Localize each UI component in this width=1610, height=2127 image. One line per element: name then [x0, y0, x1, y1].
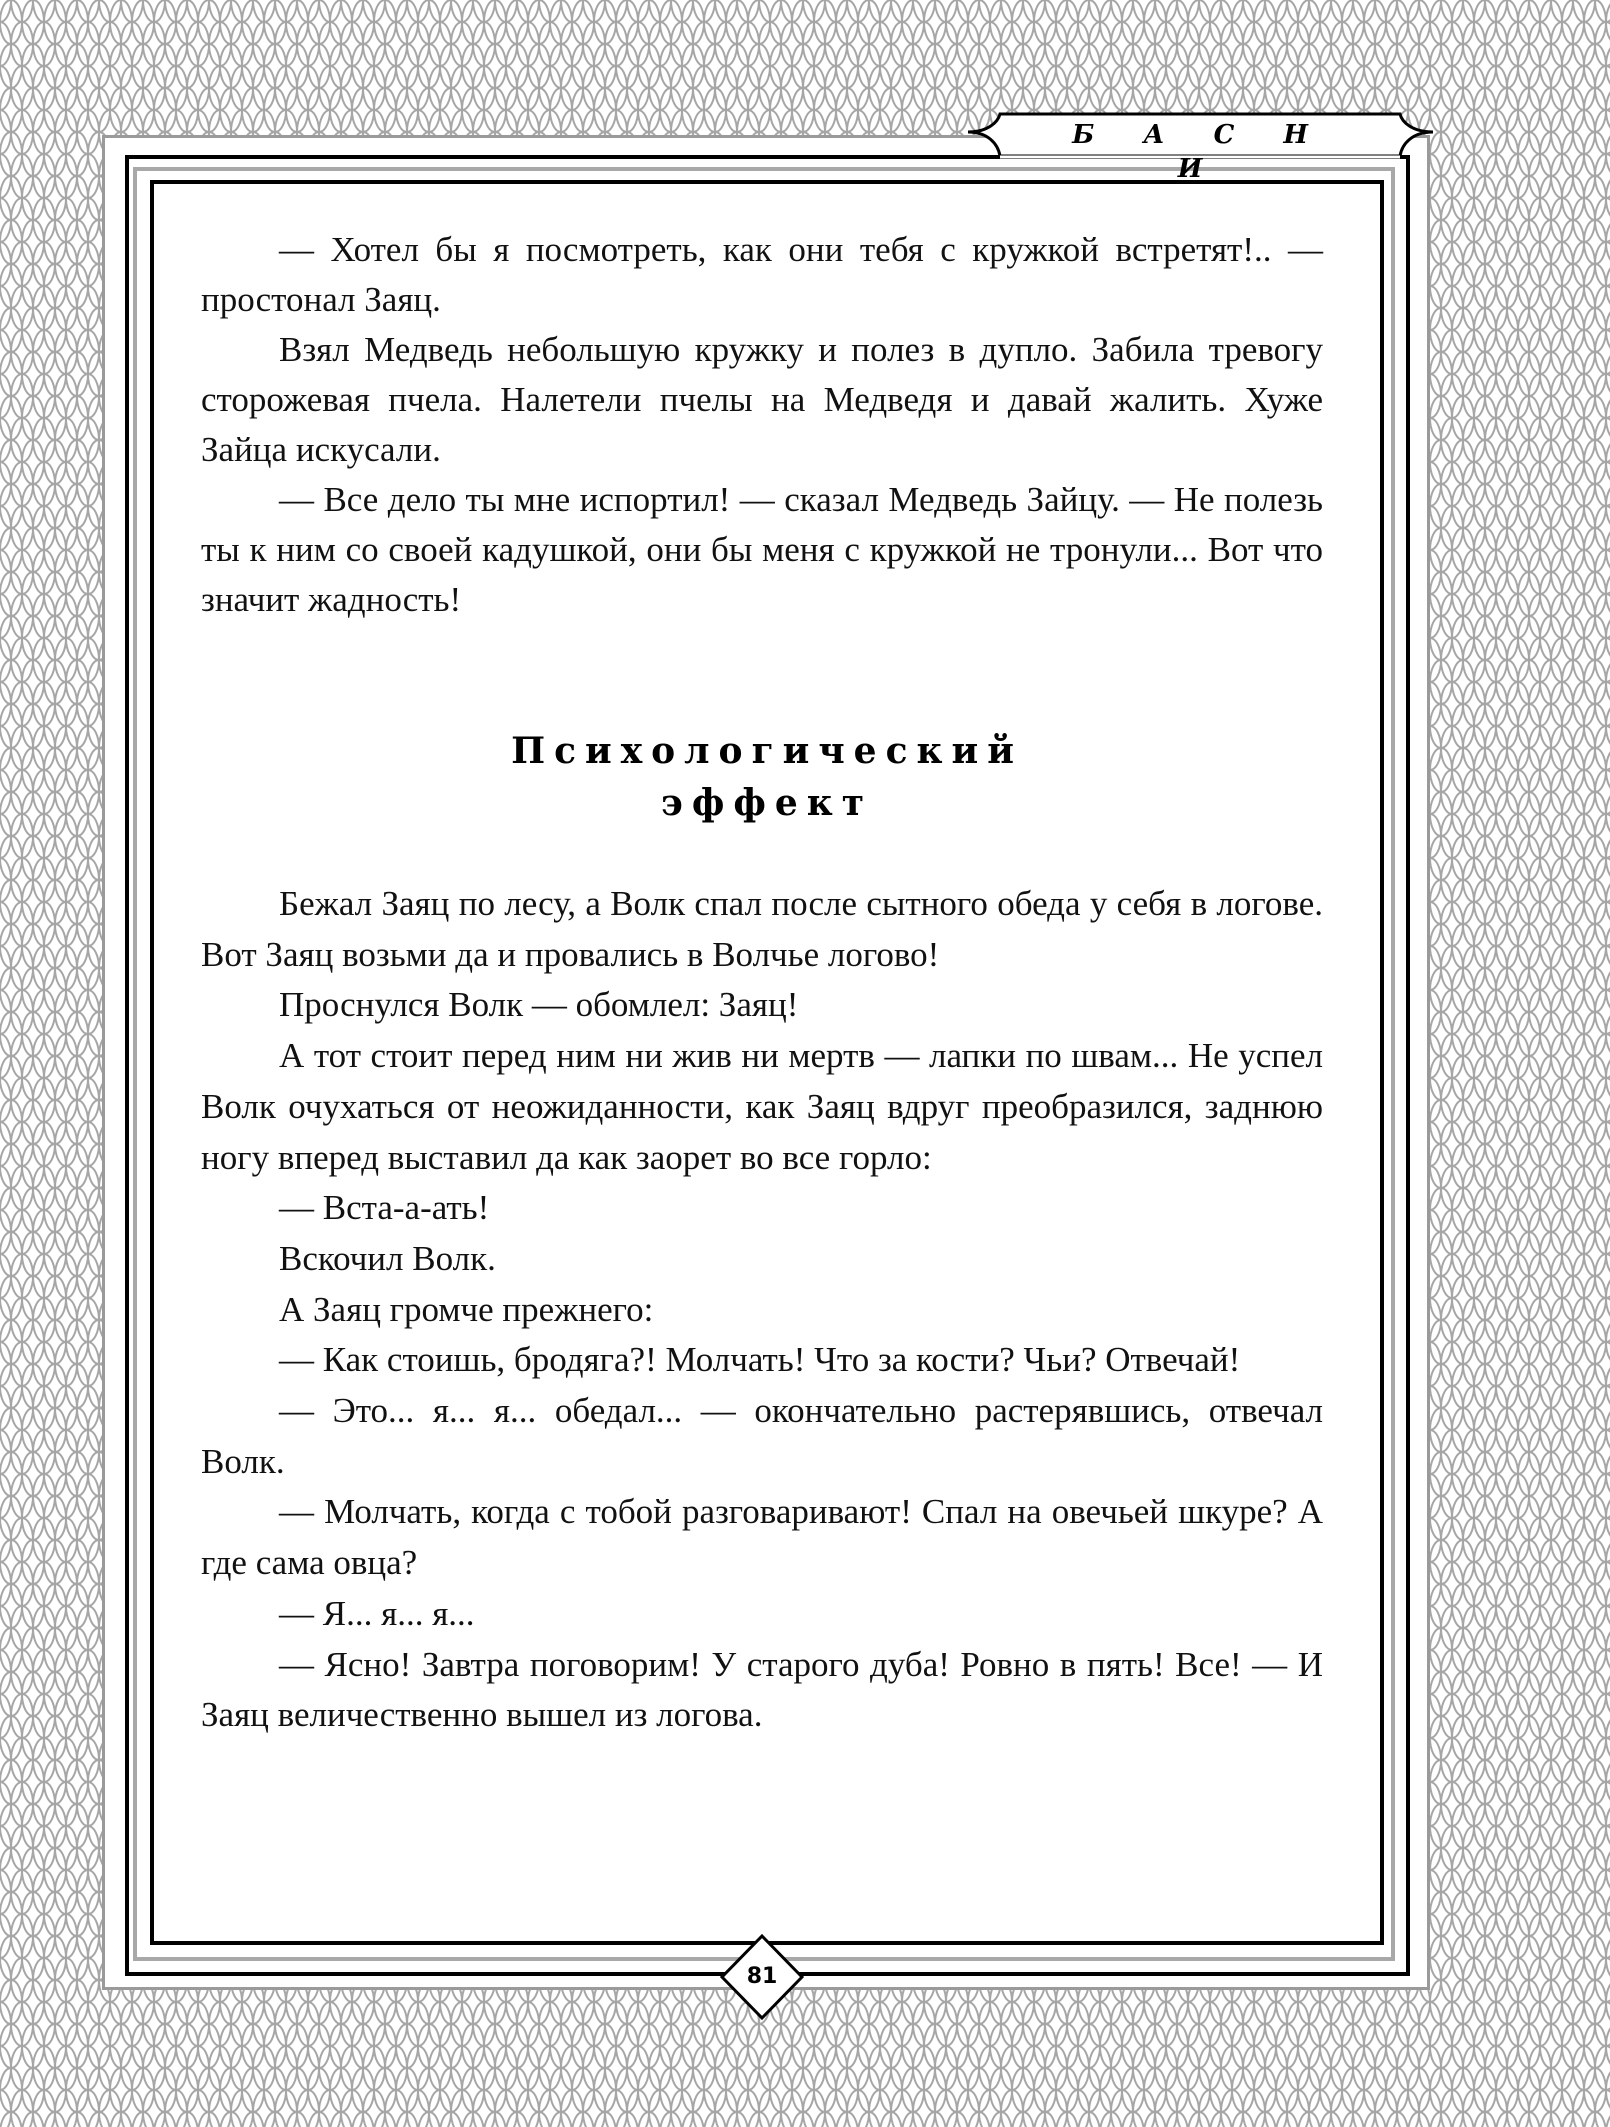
paragraph: Проснулся Волк — обомлел: Заяц! [279, 985, 799, 1025]
paragraph: Взял Медведь небольшую кружку и полез в дупло. Забила тревогу сторожевая пчела. Налетели пчелы на Медведя и давай жалить. Хуже Зайца искусали. [201, 330, 1323, 469]
paragraph: — Как стоишь, бродяга?! Молчать! Что за кости? Чьи? Отвечай! [279, 1340, 1241, 1380]
paragraph: — Я... я... я... [279, 1593, 475, 1633]
paragraph: — Хотел бы я посмотреть, как они тебя с кружкой встретят!.. — простонал Заяц. [201, 230, 1323, 319]
paragraph: — Ясно! Завтра поговорим! У старого дуба! Ровно в пять! Все! — И Заяц величественно вышел из логова. [201, 1644, 1323, 1735]
story-text [201, 879, 1323, 1741]
paragraph: Бежал Заяц по лесу, а Волк спал после сытного обеда у себя в логове. Вот Заяц возьми да и провались в Волчье логово! [201, 884, 1323, 974]
story-title [150, 725, 1384, 829]
story-title-line-1: Психологический [511, 730, 1023, 772]
paragraph: А тот стоит перед ним ни жив ни мертв — лапки по швам... Не успел Волк очухаться от неожиданности, как Заяц вдруг преобразился, заднюю ногу вперед выставил да как заорет во все горло: [201, 1036, 1323, 1177]
paragraph: — Вста-а-ать! [279, 1188, 490, 1228]
section-title: Б А С Н И [1072, 120, 1328, 184]
paragraph: — Все дело ты мне испортил! — сказал Медведь Зайцу. — Не полезь ты к ним со своей кадушкой, они бы меня с кружкой не тронули... Вот что значит жадность! [201, 480, 1323, 619]
story-title-line-2: эффект [660, 782, 874, 824]
paragraph: — Молчать, когда с тобой разговаривают! Спал на овечьей шкуре? А где сама овца? [201, 1492, 1323, 1583]
paragraph: — Это... я... я... обедал... — окончательно растерявшись, отвечал Волк. [201, 1391, 1323, 1481]
paragraph: Вскочил Волк. [279, 1238, 496, 1278]
paragraph: А Заяц громче прежнего: [279, 1289, 654, 1329]
page-number: 81 [746, 1964, 778, 1989]
story-ending-text [201, 225, 1323, 625]
